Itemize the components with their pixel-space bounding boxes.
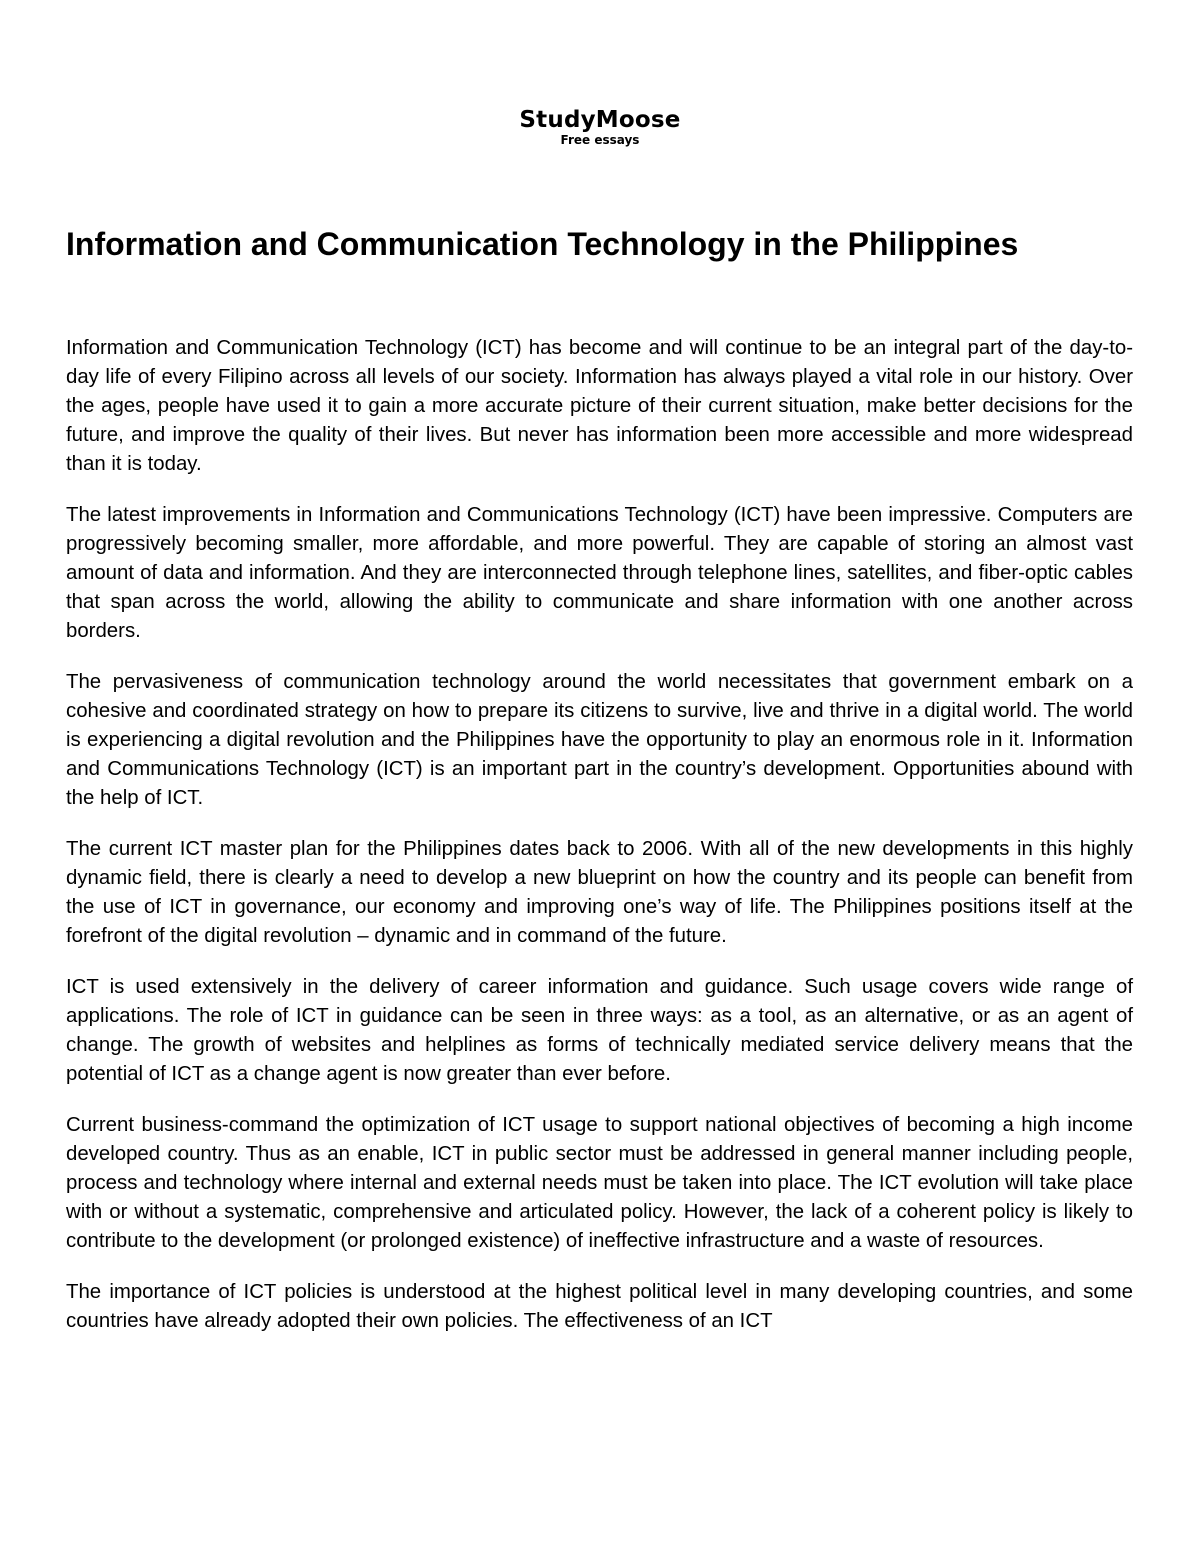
brand-logo-text: StudyMoose	[519, 107, 681, 133]
paragraph-7: The importance of ICT policies is understood at the highest political level in many developing countries, and some countries have already adopted their own policies. The effectiveness of an ICT	[66, 1281, 1133, 1332]
paragraph-4: The current ICT master plan for the Philippines dates back to 2006. With all of the new developments in this highly dynamic field, there is clearly a need to develop a new blueprint on how the country and its people can benefit from the use of ICT in governance, our economy and improving one’s way of life. The Philippines positions itself at the forefront of the digital revolution – dynamic and in command of the future.	[66, 838, 1133, 947]
paragraph-5: ICT is used extensively in the delivery of career information and guidance. Such usage covers wide range of applications. The role of ICT in guidance can be seen in three ways: as a tool, as an alternative, or as an agent of change. The growth of websites and helplines as forms of technically mediated service delivery means that the potential of ICT as a change agent is now greater than ever before.	[66, 976, 1133, 1085]
document-body	[66, 334, 1133, 1358]
paragraph-6: Current business-command the optimization of ICT usage to support national objectives of becoming a high income developed country. Thus as an enable, ICT in public sector must be addressed in general manner including people, process and technology where internal and external needs must be taken into place. The ICT evolution will take place with or without a systematic, comprehensive and articulated policy. However, the lack of a coherent policy is likely to contribute to the development (or prolonged existence) of ineffective infrastructure and a waste of resources.	[66, 1114, 1133, 1252]
masthead	[0, 106, 1200, 148]
paragraph-3: The pervasiveness of communication technology around the world necessitates that government embark on a cohesive and coordinated strategy on how to prepare its citizens to survive, live and thrive in a digital world. The world is experiencing a digital revolution and the Philippines have the opportunity to play an enormous role in it. Information and Communications Technology (ICT) is an important part in the country’s development. Opportunities abound with the help of ICT.	[66, 671, 1133, 809]
paragraph-1: Information and Communication Technology (ICT) has become and will continue to be an integral part of the day-to-day life of every Filipino across all levels of our society. Information has always played a vital role in our history. Over the ages, people have used it to gain a more accurate picture of their current situation, make better decisions for the future, and improve the quality of their lives. But never has information been more accessible and more widespread than it is today.	[66, 337, 1133, 475]
document-title: Information and Communication Technology in the Philippines	[66, 226, 1019, 262]
paragraph-2: The latest improvements in Information and Communications Technology (ICT) have been impressive. Computers are progressively becoming smaller, more affordable, and more powerful. They are capable of storing an almost vast amount of data and information. And they are interconnected through telephone lines, satellites, and fiber-optic cables that span across the world, allowing the ability to communicate and share information with one another across borders.	[66, 504, 1133, 642]
brand-tagline: Free essays	[560, 133, 640, 147]
